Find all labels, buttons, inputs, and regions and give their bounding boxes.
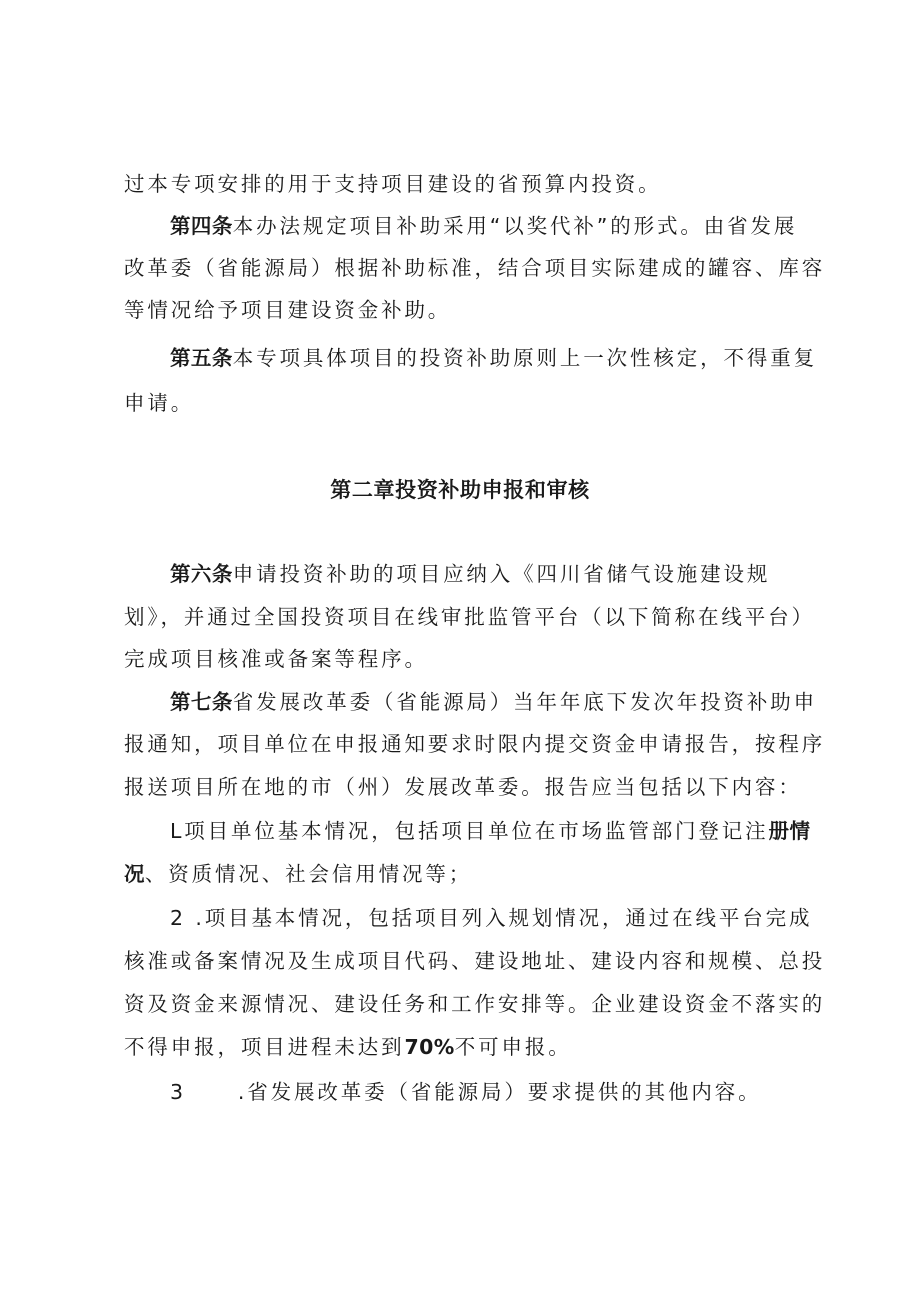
item-2-number: 2 bbox=[170, 906, 186, 930]
line-text: 、资质情况、社会信用情况等； bbox=[144, 862, 473, 886]
item-2-line-1 bbox=[170, 900, 824, 936]
article-6-line-1 bbox=[170, 556, 824, 592]
article-7-line-1 bbox=[170, 684, 824, 720]
item-1-line-2 bbox=[124, 856, 824, 892]
line-text: 资及资金来源情况、建设任务和工作安排等。企业建设资金不落实的 bbox=[124, 992, 826, 1016]
bold-tail: 册情 bbox=[768, 819, 811, 843]
line-text: 申请投资补助的项目应纳入《四川省储气设施建设规 bbox=[232, 562, 771, 586]
article-7-label: 第七条 bbox=[170, 690, 233, 714]
article-7-line-3 bbox=[124, 769, 824, 805]
chapter-heading: 第二章投资补助申报和审核 bbox=[330, 478, 590, 502]
item-1-line-1 bbox=[170, 813, 824, 849]
article-4-line-2 bbox=[124, 250, 824, 286]
article-6-line-3 bbox=[124, 641, 824, 677]
line-text: 报通知，项目单位在申报通知要求时限内提交资金申请报告，按程序 bbox=[124, 732, 826, 756]
line-text: 申请。 bbox=[124, 391, 195, 415]
line-text: 完成项目核准或备案等程序。 bbox=[124, 647, 428, 671]
article-7-line-2 bbox=[124, 726, 824, 762]
article-6-line-2 bbox=[124, 599, 824, 635]
bold-head: 况 bbox=[124, 862, 145, 886]
item-3-line-1 bbox=[170, 1074, 824, 1110]
line-text: 报送项目所在地的市（州）发展改革委。报告应当包括以下内容： bbox=[124, 775, 802, 799]
line-text: 核准或备案情况及生成项目代码、建设地址、建设内容和规模、总投 bbox=[124, 949, 826, 973]
article-5-label: 第五条 bbox=[170, 346, 233, 370]
line-text: 划》，并通过全国投资项目在线审批监管平台（以下简称在线平台） bbox=[124, 605, 815, 629]
article-4-line-3 bbox=[124, 292, 824, 328]
line-text: 过本专项安排的用于支持项目建设的省预算内投资。 bbox=[124, 172, 662, 196]
line-text: 改革委（省能源局）根据补助标准，结合项目实际建成的罐容、库容 bbox=[124, 256, 826, 280]
line-text: 等情况给予项目建设资金补助。 bbox=[124, 298, 452, 322]
item-2-line-4 bbox=[124, 1029, 824, 1065]
line-text-after: 不可申报。 bbox=[454, 1035, 572, 1059]
line-text: 本专项具体项目的投资补助原则上一次性核定，不得重复 bbox=[232, 346, 817, 370]
line-text: 不得申报，项目进程未达到 bbox=[124, 1035, 405, 1059]
line-text: L项目单位基本情况，包括项目单位在市场监管部门登记注 bbox=[170, 819, 769, 843]
line-text: .省发展改革委（省能源局）要求提供的其他内容。 bbox=[237, 1080, 762, 1104]
item-2-line-2 bbox=[124, 943, 824, 979]
line-text: .项目基本情况，包括项目列入规划情况，通过在线平台完成 bbox=[195, 906, 813, 930]
article-5-line-1 bbox=[170, 340, 824, 376]
article-4-line-1 bbox=[170, 208, 824, 244]
line-text: 省发展改革委（省能源局）当年年底下发次年投资补助申 bbox=[232, 690, 817, 714]
item-2-line-3 bbox=[124, 986, 824, 1022]
item-3-number: 3 bbox=[170, 1080, 186, 1104]
body-line-1 bbox=[124, 166, 824, 202]
article-4-label: 第四条 bbox=[170, 214, 233, 238]
article-6-label: 第六条 bbox=[170, 562, 233, 586]
article-5-line-2 bbox=[124, 385, 824, 421]
line-text: 本办法规定项目补助采用“以奖代补”的形式。由省发展 bbox=[232, 214, 798, 238]
bold-percent: 70% bbox=[404, 1035, 455, 1059]
